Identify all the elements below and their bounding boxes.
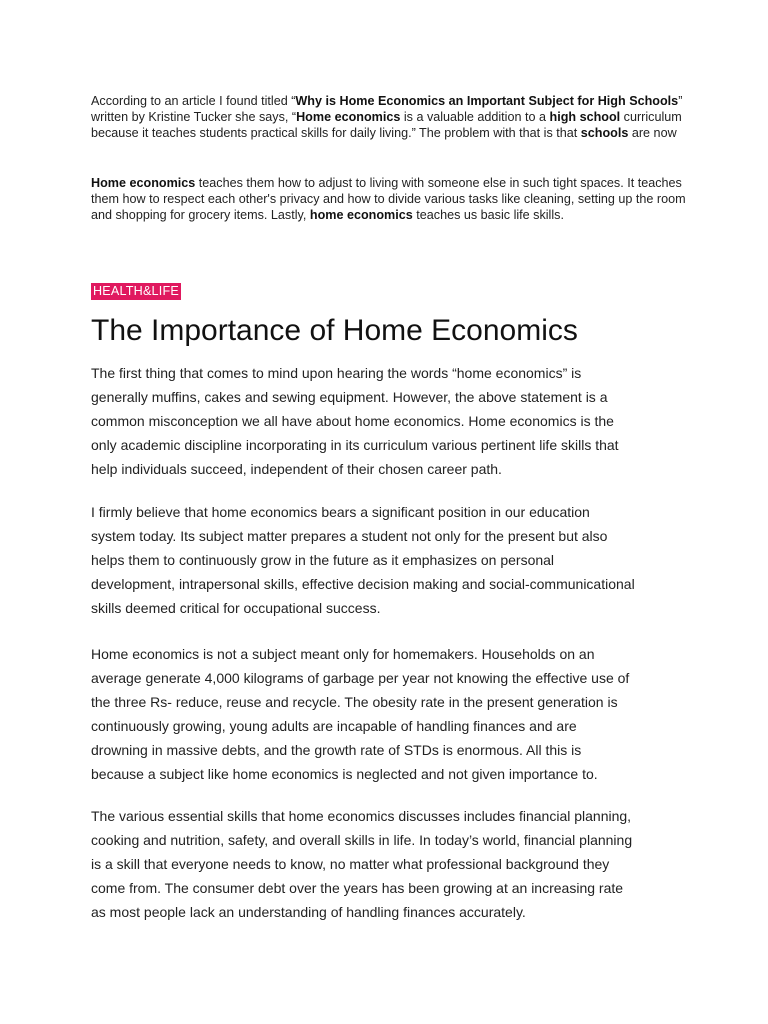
paragraph-line: cooking and nutrition, safety, and overall skills in life. In today’s world, financial planning bbox=[91, 832, 633, 848]
intro-text: According to an article I found titled “ bbox=[91, 94, 296, 108]
intro-text: curriculum because it teaches students practical skills for daily living.” The problem with that is that bbox=[91, 110, 682, 140]
paragraph-line: as most people lack an understanding of handling finances accurately. bbox=[91, 904, 526, 920]
intro-text: teaches us basic life skills. bbox=[412, 208, 564, 222]
keyword-bold: schools bbox=[580, 126, 629, 140]
paragraph-line: I firmly believe that home economics bears a significant position in our education bbox=[91, 504, 590, 520]
paragraph-line: is a skill that everyone needs to know, no matter what professional background they bbox=[91, 856, 610, 872]
keyword-bold: Home economics bbox=[91, 176, 196, 190]
paragraph-line: system today. Its subject matter prepares a student not only for the present but also bbox=[91, 528, 608, 544]
paragraph-line: development, intrapersonal skills, effective decision making and social-communicational bbox=[91, 576, 635, 592]
keyword-bold: Home economics bbox=[296, 110, 401, 124]
intro-text: is a valuable addition to a bbox=[400, 110, 550, 124]
paragraph-line: drowning in massive debts, and the growth rate of STDs is enormous. All this is bbox=[91, 742, 582, 758]
paragraph-line: The first thing that comes to mind upon hearing the words “home economics” is bbox=[91, 365, 582, 381]
intro-text: ” written by Kristine Tucker she says, “ bbox=[91, 94, 683, 124]
paragraph-line: continuously growing, young adults are incapable of handling finances and are bbox=[91, 718, 577, 734]
article-paragraph-2 bbox=[91, 500, 691, 620]
keyword-bold: home economics bbox=[309, 208, 413, 222]
paragraph-line: skills deemed critical for occupational success. bbox=[91, 600, 381, 616]
article-title-quote: Why is Home Economics an Important Subject for High Schools bbox=[295, 94, 679, 108]
paragraph-line: generally muffins, cakes and sewing equipment. However, the above statement is a bbox=[91, 389, 608, 405]
paragraph-line: come from. The consumer debt over the years has been growing at an increasing rate bbox=[91, 880, 624, 896]
paragraph-line: The various essential skills that home economics discusses includes financial planning, bbox=[91, 808, 632, 824]
keyword-bold: high school bbox=[549, 110, 621, 124]
intro-paragraph-1 bbox=[91, 93, 691, 141]
paragraph-line: common misconception we all have about home economics. Home economics is the bbox=[91, 413, 614, 429]
article-paragraph-3 bbox=[91, 642, 691, 786]
intro-paragraph-2 bbox=[91, 175, 691, 223]
paragraph-line: average generate 4,000 kilograms of garbage per year not knowing the effective use of bbox=[91, 670, 630, 686]
paragraph-line: Home economics is not a subject meant only for homemakers. Households on an bbox=[91, 646, 595, 662]
article-paragraph-1 bbox=[91, 361, 691, 481]
intro-text: are now bbox=[628, 126, 677, 140]
paragraph-line: help individuals succeed, independent of their chosen career path. bbox=[91, 461, 502, 477]
paragraph-line: only academic discipline incorporating in its curriculum various pertinent life skills that bbox=[91, 437, 619, 453]
category-tag[interactable]: HEALTH&LIFE bbox=[93, 284, 179, 298]
paragraph-line: because a subject like home economics is neglected and not given importance to. bbox=[91, 766, 598, 782]
paragraph-line: helps them to continuously grow in the future as it emphasizes on personal bbox=[91, 552, 555, 568]
intro-text: teaches them how to adjust to living with someone else in such tight spaces. It teaches them how to respect each other's privacy and how to divide various tasks like cleaning, setting up the room and shopping for grocery items. Lastly, bbox=[91, 176, 686, 222]
paragraph-line: the three Rs- reduce, reuse and recycle. The obesity rate in the present generation is bbox=[91, 694, 618, 710]
article-title: The Importance of Home Economics bbox=[91, 314, 578, 347]
article-paragraph-4 bbox=[91, 804, 691, 924]
